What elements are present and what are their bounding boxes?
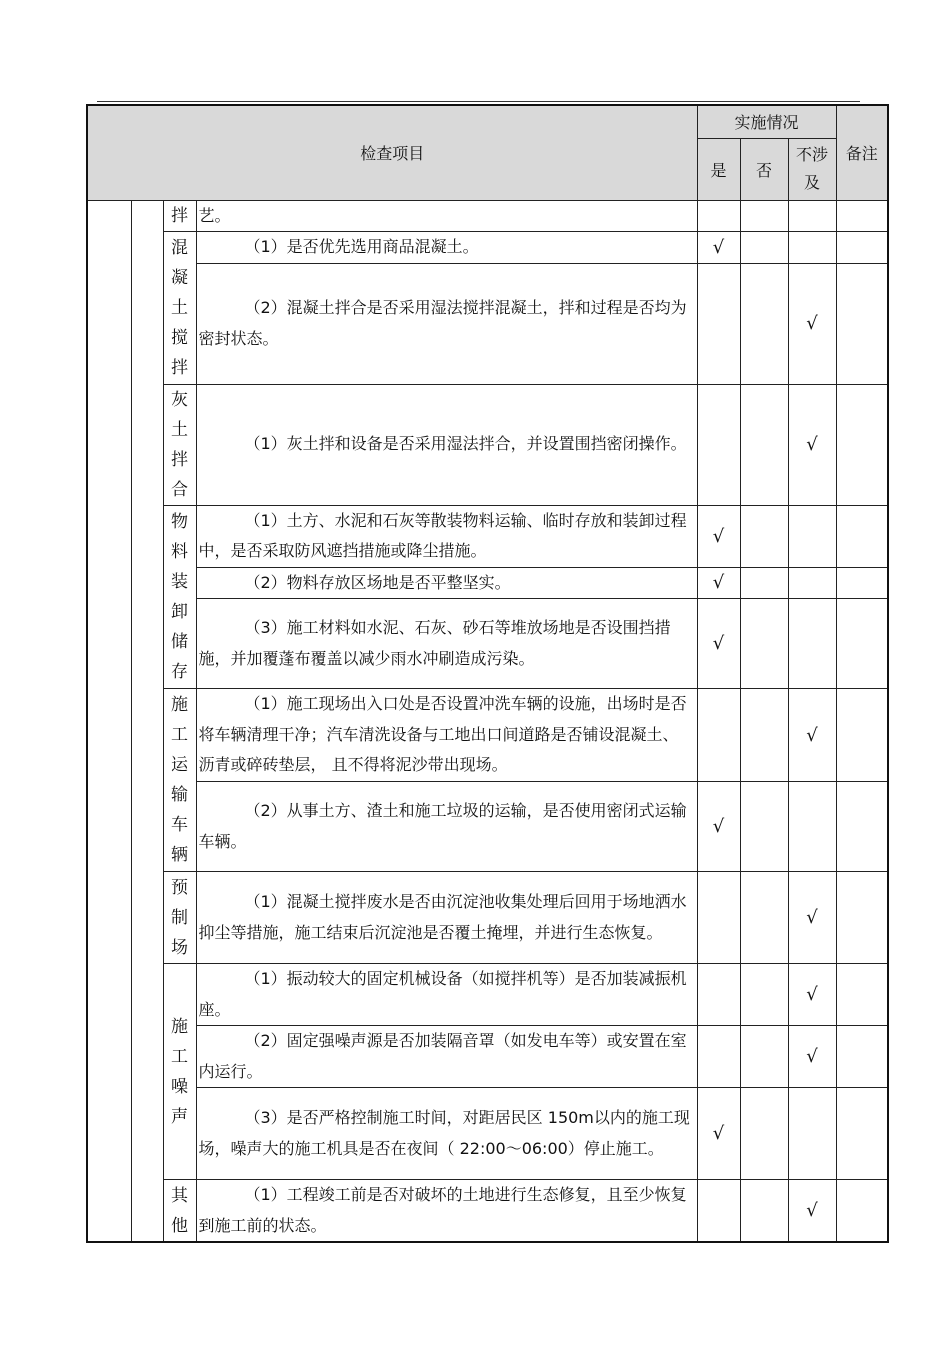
check-item-label: （2）从事土方、渣土和施工垃圾的运输，是否使用密闭式运输车辆。 xyxy=(198,801,687,851)
group-label xyxy=(163,200,196,232)
check-item-text xyxy=(196,232,697,264)
mark-cell-yes xyxy=(697,872,740,964)
check-item-text xyxy=(196,872,697,964)
table-row xyxy=(87,782,888,872)
table-row xyxy=(87,1088,888,1180)
check-item-text xyxy=(196,782,697,872)
group-label-char: 车 xyxy=(171,815,188,835)
check-mark: √ xyxy=(806,907,818,928)
check-item-label: （2）混凝土拌合是否采用湿法搅拌混凝土，拌和过程是否均为密封状态。 xyxy=(198,298,687,348)
group-label-char: 料 xyxy=(171,541,188,562)
mark-cell-na xyxy=(788,1180,836,1243)
group-label-char: 土 xyxy=(171,419,188,440)
group-label-char: 预 xyxy=(171,877,188,898)
check-item-label: （3）施工材料如水泥、石灰、砂石等堆放场地是否设围挡措施，并加覆蓬布覆盖以减少雨水冲刷造成污染。 xyxy=(198,618,671,668)
group-label xyxy=(163,505,196,689)
group-label-char: 其 xyxy=(171,1185,188,1206)
remarks-cell xyxy=(836,599,888,689)
table-row xyxy=(87,384,888,505)
group-label-char: 土 xyxy=(171,297,188,318)
check-item-label: （2）物料存放区场地是否平整坚实。 xyxy=(244,572,511,592)
mark-cell-no xyxy=(740,1026,788,1088)
check-mark: √ xyxy=(712,525,725,547)
group-label-char: 搅 xyxy=(171,327,188,348)
remarks-cell xyxy=(836,872,888,964)
check-item-text xyxy=(196,689,697,782)
remarks-cell xyxy=(836,232,888,264)
table-row xyxy=(87,689,888,782)
group-label xyxy=(163,964,196,1180)
mark-cell-na xyxy=(788,1088,836,1180)
mark-cell-yes xyxy=(697,964,740,1026)
table-row xyxy=(87,872,888,964)
check-item-label: （1）振动较大的固定机械设备（如搅拌机等）是否加装减振机座。 xyxy=(198,969,687,1019)
outer-category-cell xyxy=(87,200,131,1242)
mark-cell-no xyxy=(740,1088,788,1180)
check-item-label: （1）土方、水泥和石灰等散装物料运输、临时存放和装卸过程中，是否采取防风遮挡措施或降尘措施。 xyxy=(198,510,687,560)
group-label-char: 凝 xyxy=(171,267,188,288)
mark-cell-na xyxy=(788,567,836,599)
group-label-char: 噪 xyxy=(171,1076,188,1097)
group-label xyxy=(163,384,196,505)
mark-cell-no xyxy=(740,200,788,232)
check-mark: √ xyxy=(712,572,725,594)
mark-cell-no xyxy=(740,567,788,599)
check-item-text xyxy=(196,263,697,384)
mark-cell-yes xyxy=(697,1026,740,1088)
mark-cell-na xyxy=(788,964,836,1026)
group-label-char: 拌 xyxy=(171,449,188,470)
mark-cell-no xyxy=(740,964,788,1026)
mark-cell-na xyxy=(788,689,836,782)
remarks-cell xyxy=(836,1088,888,1180)
mark-cell-yes xyxy=(697,200,740,232)
table-row xyxy=(87,263,888,384)
check-mark: √ xyxy=(806,313,818,334)
group-label xyxy=(163,872,196,964)
mark-cell-yes xyxy=(697,1088,740,1180)
sub-category-cell xyxy=(131,200,163,1242)
check-item-text xyxy=(196,567,697,599)
check-mark: √ xyxy=(806,984,818,1005)
check-mark: √ xyxy=(712,1123,725,1144)
group-label-char: 他 xyxy=(171,1215,188,1236)
table-row xyxy=(87,200,888,232)
header-remarks: 备注 xyxy=(836,105,888,200)
group-label-char: 工 xyxy=(171,1046,188,1067)
top-rule xyxy=(97,101,860,102)
table-row xyxy=(87,232,888,264)
table-row xyxy=(87,567,888,599)
mark-cell-no xyxy=(740,599,788,689)
group-label-char: 施 xyxy=(171,695,188,715)
mark-cell-no xyxy=(740,872,788,964)
remarks-cell xyxy=(836,1180,888,1243)
remarks-cell xyxy=(836,782,888,872)
group-label-char: 合 xyxy=(171,479,188,500)
group-label-char: 混 xyxy=(171,237,188,258)
table-row xyxy=(87,1180,888,1243)
mark-cell-no xyxy=(740,232,788,264)
mark-cell-yes xyxy=(697,567,740,599)
group-label-char: 声 xyxy=(171,1106,188,1127)
check-mark: √ xyxy=(806,1046,818,1067)
group-label-char: 物 xyxy=(171,511,188,532)
group-label xyxy=(163,1180,196,1243)
remarks-cell xyxy=(836,1026,888,1088)
remarks-cell xyxy=(836,200,888,232)
mark-cell-na xyxy=(788,232,836,264)
group-label-char: 卸 xyxy=(171,601,188,622)
mark-cell-no xyxy=(740,1180,788,1243)
check-item-label: （1）混凝土搅拌废水是否由沉淀池收集处理后回用于场地洒水抑尘等措施，施工结束后沉淀池是否覆土掩埋，并进行生态恢复。 xyxy=(198,892,687,942)
group-label-char: 工 xyxy=(171,725,188,745)
mark-cell-no xyxy=(740,689,788,782)
mark-cell-na xyxy=(788,384,836,505)
group-label-char: 灰 xyxy=(171,389,188,410)
mark-cell-yes xyxy=(697,263,740,384)
mark-cell-na xyxy=(788,599,836,689)
mark-cell-yes xyxy=(697,1180,740,1243)
mark-cell-yes xyxy=(697,505,740,567)
check-item-text xyxy=(196,384,697,505)
group-label-char: 装 xyxy=(171,571,188,592)
group-label-char: 场 xyxy=(171,937,188,958)
mark-cell-no xyxy=(740,505,788,567)
mark-cell-na xyxy=(788,872,836,964)
header-inspection-item: 检查项目 xyxy=(87,105,697,200)
mark-cell-yes xyxy=(697,384,740,505)
group-label-char: 拌 xyxy=(171,357,188,378)
check-item-label: （1）施工现场出入口处是否设置冲洗车辆的设施，出场时是否将车辆清理干净；汽车清洗设备与工地出口间道路是否铺设混凝土、 沥青或碎砖垫层， 且不得将泥沙带出现场。 xyxy=(198,694,687,775)
check-item-label: （3）是否严格控制施工时间，对距居民区 150m以内的施工现场，噪声大的施工机具是否在夜间（ 22:00～06:00）停止施工。 xyxy=(198,1108,690,1158)
group-label-char: 输 xyxy=(171,785,188,805)
remarks-cell xyxy=(836,567,888,599)
table-row xyxy=(87,1026,888,1088)
remarks-cell xyxy=(836,505,888,567)
check-item-text xyxy=(196,505,697,567)
mark-cell-yes xyxy=(697,232,740,264)
group-label-char: 存 xyxy=(171,661,188,682)
mark-cell-yes xyxy=(697,782,740,872)
check-mark: √ xyxy=(806,434,818,455)
remarks-cell xyxy=(836,384,888,505)
mark-cell-na xyxy=(788,505,836,567)
header-yes: 是 xyxy=(697,138,740,200)
mark-cell-na xyxy=(788,263,836,384)
check-item-label: （1）是否优先选用商品混凝土。 xyxy=(244,237,479,256)
group-label-char: 施 xyxy=(171,1016,188,1037)
header-no: 否 xyxy=(740,138,788,200)
remarks-cell xyxy=(836,964,888,1026)
remarks-cell xyxy=(836,263,888,384)
inspection-table xyxy=(86,104,889,1243)
check-mark: √ xyxy=(712,236,725,258)
mark-cell-no xyxy=(740,263,788,384)
check-item-text xyxy=(196,1026,697,1088)
check-item-text xyxy=(196,1088,697,1180)
mark-cell-na xyxy=(788,200,836,232)
check-item-text xyxy=(196,964,697,1026)
check-item-text xyxy=(196,1180,697,1243)
check-mark: √ xyxy=(806,724,818,746)
group-label-char: 运 xyxy=(171,755,188,775)
group-label-char: 辆 xyxy=(171,845,188,865)
check-mark: √ xyxy=(712,816,725,837)
check-item-text xyxy=(196,200,697,232)
mark-cell-no xyxy=(740,782,788,872)
group-label-char: 储 xyxy=(171,631,188,652)
mark-cell-yes xyxy=(697,689,740,782)
group-label xyxy=(163,232,196,385)
check-item-label: 艺。 xyxy=(198,205,231,225)
header-implementation: 实施情况 xyxy=(697,105,836,138)
table-row xyxy=(87,964,888,1026)
table-row xyxy=(87,505,888,567)
remarks-cell xyxy=(836,689,888,782)
check-mark: √ xyxy=(712,633,725,654)
check-item-label: （1）灰土拌和设备是否采用湿法拌合，并设置围挡密闭操作。 xyxy=(244,434,687,454)
mark-cell-na xyxy=(788,1026,836,1088)
mark-cell-na xyxy=(788,782,836,872)
mark-cell-yes xyxy=(697,599,740,689)
group-label-char: 拌 xyxy=(171,205,188,226)
header-not-applicable: 不涉及 xyxy=(788,138,836,200)
table-row xyxy=(87,599,888,689)
group-label-char: 制 xyxy=(171,907,188,928)
check-item-label: （2）固定强噪声源是否加装隔音罩（如发电车等）或安置在室内运行。 xyxy=(198,1031,687,1081)
check-item-text xyxy=(196,599,697,689)
group-label xyxy=(163,689,196,872)
mark-cell-no xyxy=(740,384,788,505)
check-mark: √ xyxy=(806,1200,818,1221)
check-item-label: （1）工程竣工前是否对破坏的土地进行生态修复，且至少恢复到施工前的状态。 xyxy=(198,1185,687,1235)
